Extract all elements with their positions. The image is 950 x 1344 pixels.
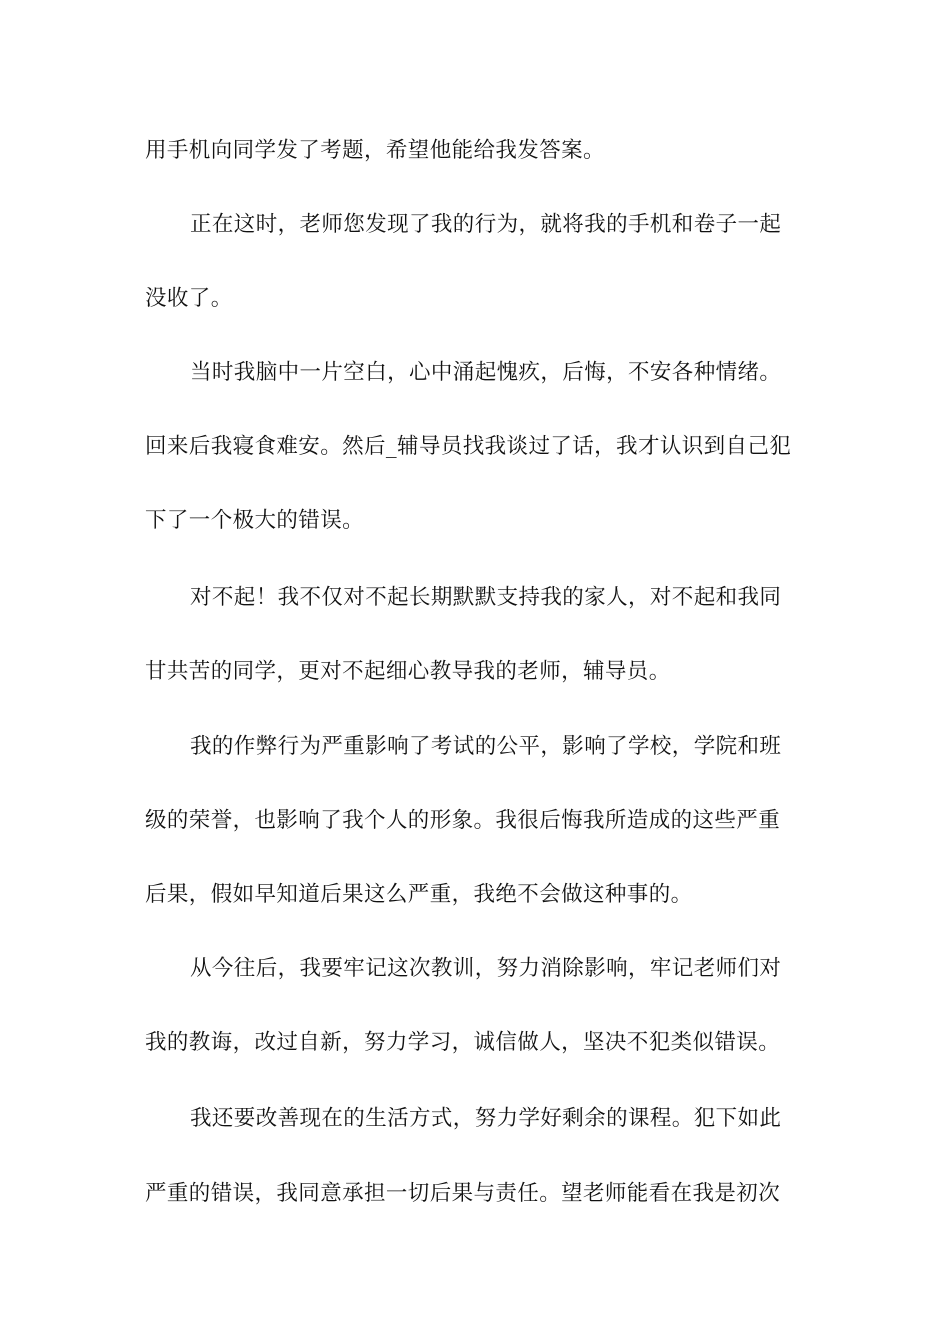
text-line: 级的荣誉，也影响了我个人的形象。我很后悔我所造成的这些严重 <box>145 808 781 833</box>
text-line: 回来后我寝食难安。然后_辅导员找我谈过了话，我才认识到自己犯 <box>145 434 792 459</box>
text-line: 后果，假如早知道后果这么严重，我绝不会做这种事的。 <box>145 882 693 907</box>
text-line: 没收了。 <box>145 286 233 311</box>
text-line: 我的作弊行为严重影响了考试的公平，影响了学校，学院和班 <box>190 734 782 759</box>
text-line: 用手机向同学发了考题，希望他能给我发答案。 <box>145 138 605 163</box>
text-line: 对不起！我不仅对不起长期默默支持我的家人，对不起和我同 <box>190 585 782 610</box>
text-line: 我的教诲，改过自新，努力学习，诚信做人，坚决不犯类似错误。 <box>145 1030 781 1055</box>
text-line: 严重的错误，我同意承担一切后果与责任。望老师能看在我是初次 <box>145 1181 781 1206</box>
text-line: 甘共苦的同学，更对不起细心教导我的老师，辅导员。 <box>145 659 671 684</box>
text-line: 从今往后，我要牢记这次教训，努力消除影响，牢记老师们对 <box>190 956 782 981</box>
text-line: 正在这时，老师您发现了我的行为，就将我的手机和卷子一起 <box>190 212 782 237</box>
text-line: 当时我脑中一片空白，心中涌起愧疚，后悔，不安各种情绪。 <box>190 360 782 385</box>
text-line: 我还要改善现在的生活方式，努力学好剩余的课程。犯下如此 <box>190 1106 782 1131</box>
text-line: 下了一个极大的错误。 <box>145 508 365 533</box>
